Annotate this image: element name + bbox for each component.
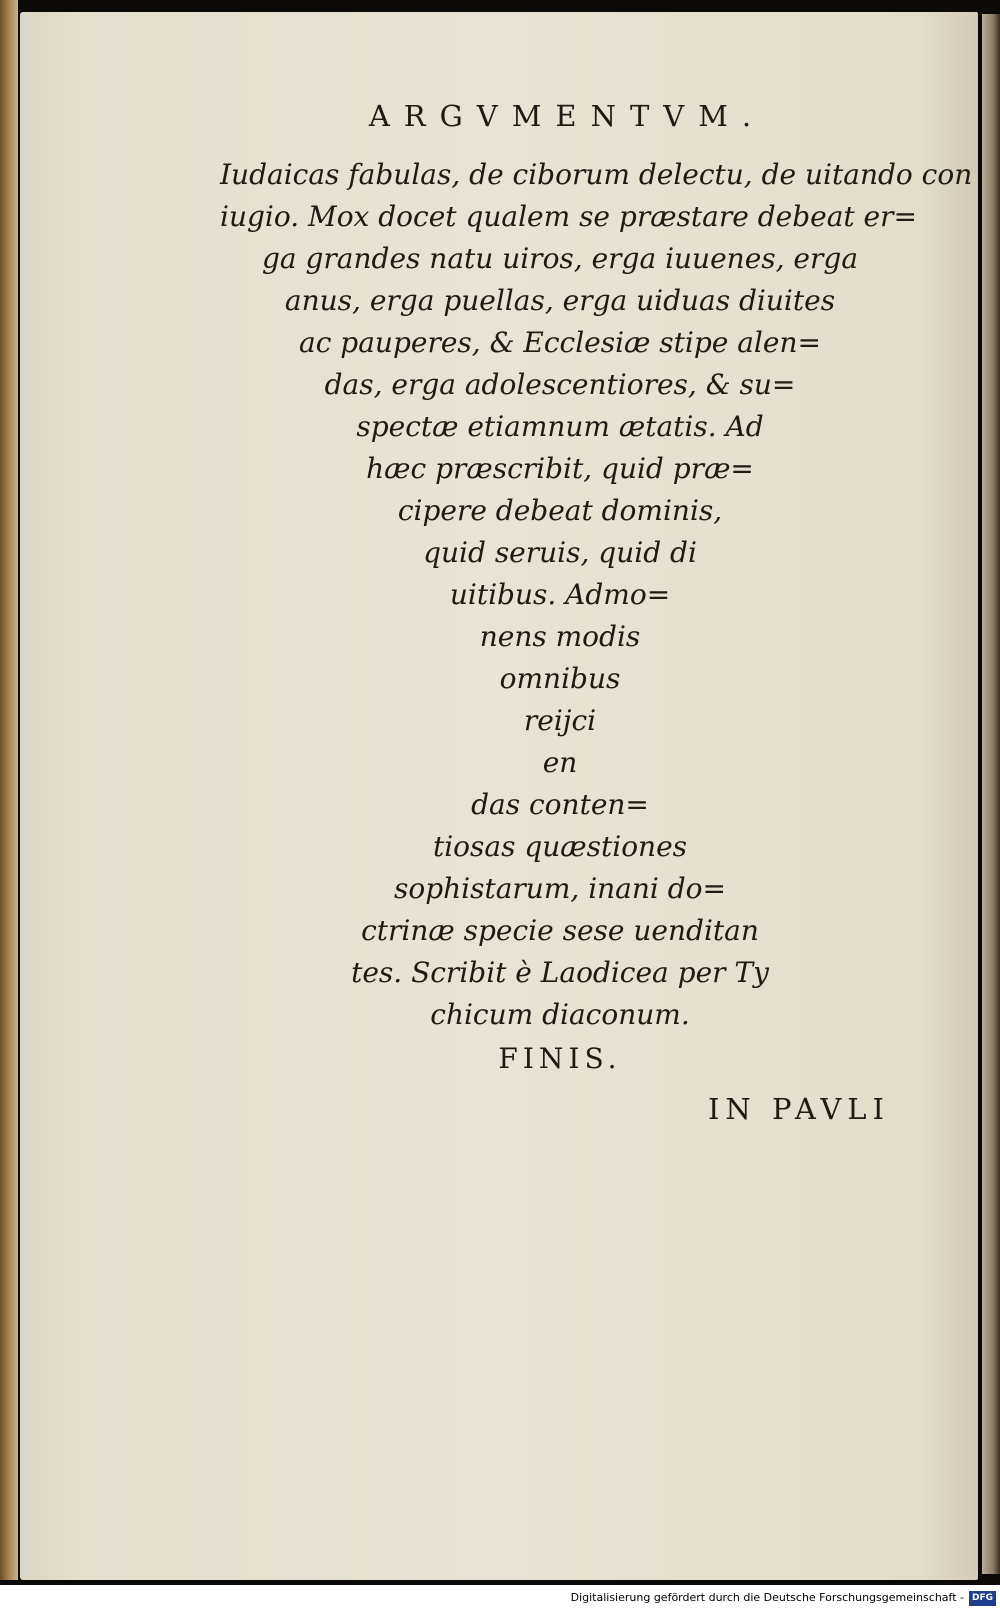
text-line: chicum diaconum. xyxy=(430,998,690,1031)
text-line: cipere debeat dominis, xyxy=(397,494,723,527)
page-heading: ARGVMENTVM. xyxy=(368,99,766,133)
text-line: omnibus xyxy=(499,662,621,695)
text-line: quid seruis, quid di xyxy=(423,536,697,569)
text-line: ctrinæ specie sese uenditan xyxy=(361,914,759,947)
text-line: nens modis xyxy=(479,620,641,653)
page-fore-edge xyxy=(982,14,1000,1574)
text-line: das conten= xyxy=(471,788,649,821)
text-line: reijci xyxy=(523,704,597,737)
text-line: tes. Scribit è Laodicea per Ty xyxy=(351,956,769,989)
finis-mark: FINIS. xyxy=(498,1042,622,1075)
text-line: das, erga adolescentiores, & su= xyxy=(324,368,796,401)
footer-credit xyxy=(563,1585,996,1611)
book-page xyxy=(20,12,978,1580)
body-text xyxy=(220,154,973,1036)
text-line: en xyxy=(542,746,578,779)
text-line: anus, erga puellas, erga uiduas diuites xyxy=(284,284,836,317)
text-line: iugio. Mox docet qualem se præstare debeat er= xyxy=(220,200,917,233)
text-line: uitibus. Admo= xyxy=(449,578,671,611)
book-spine-edge xyxy=(0,0,18,1580)
text-line: ac pauperes, & Ecclesiæ stipe alen= xyxy=(299,326,821,359)
text-line: sophistarum, inani do= xyxy=(393,872,727,905)
footer-credit-text: Digitalisierung gefördert durch die Deutsche Forschungsgemeinschaft - xyxy=(570,1591,964,1604)
text-line: hæc præscribit, quid præ= xyxy=(366,452,754,485)
dfg-logo: DFG xyxy=(969,1591,996,1606)
text-line: tiosas quæstiones xyxy=(432,830,688,863)
text-line: spectæ etiamnum ætatis. Ad xyxy=(356,410,764,443)
catchword: IN PAVLI xyxy=(707,1092,890,1126)
text-line: Iudaicas fabulas, de ciborum delectu, de uitando con xyxy=(220,158,973,191)
text-block xyxy=(220,94,973,1080)
text-line: ga grandes natu uiros, erga iuuenes, erga xyxy=(261,242,859,275)
